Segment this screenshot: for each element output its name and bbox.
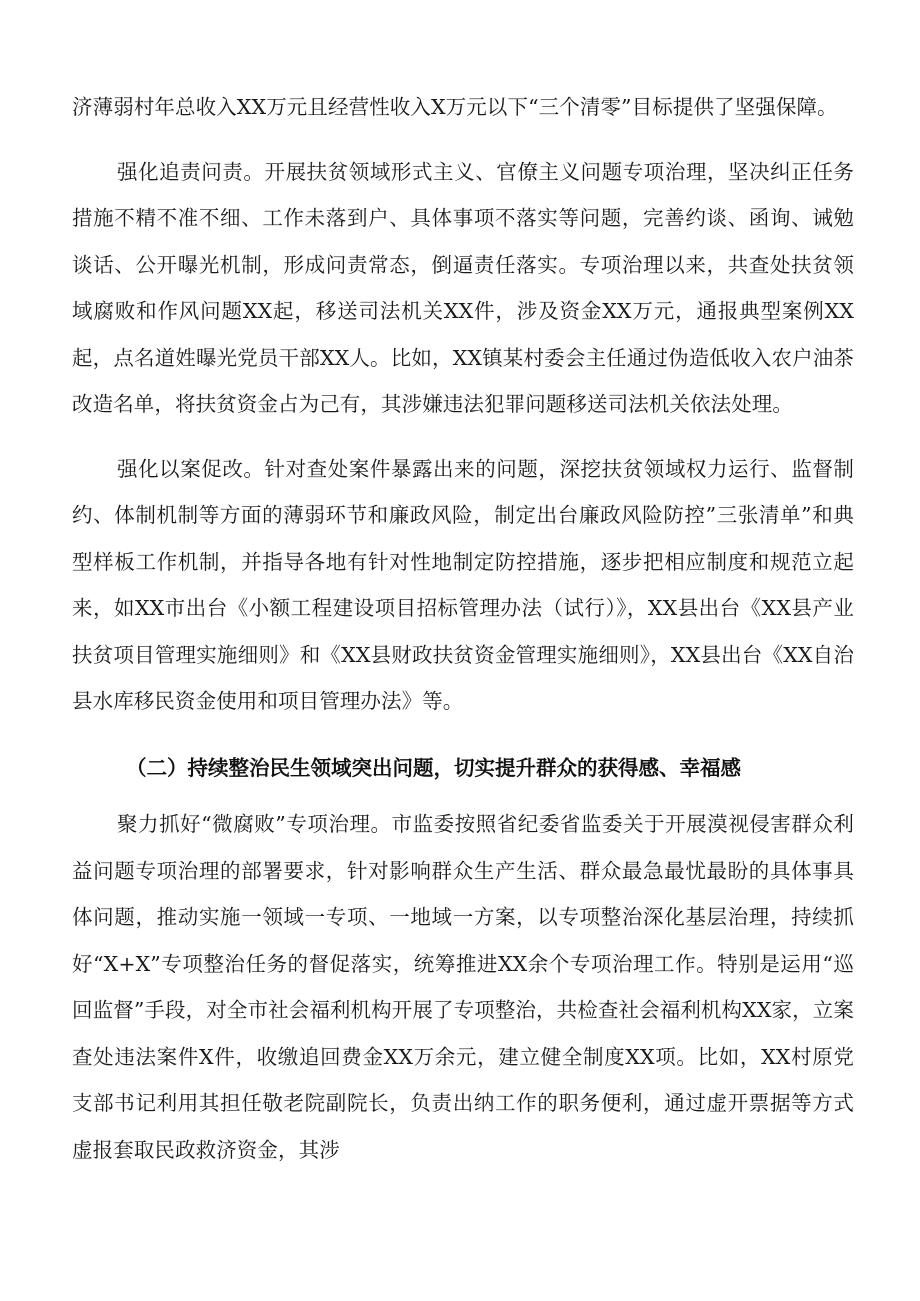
document-page [72,84,854,1173]
paragraph-case-reform: 强化以案促改。针对查处案件暴露出来的问题，深挖扶贫领域权力运行、监督制约、体制机制等方面的薄弱环节和廉政风险，制定出台廉政风险防控”三张清单”和典型样板工作机制，并指导各地有针对性地制定防控措施，逐步把相应制度和规范立起来，如XX市出台《小额工程建设项目招标管理办法（试行）》，XX县出台《XX县产业扶贫项目管理实施细则》和《XX县财政扶贫资金管理实施细则》，XX县出台《XX自治县水库移民资金使用和项目管理办法》等。 [72,456,854,713]
paragraph-micro-corruption: 聚力抓好“微腐败”专项治理。市监委按照省纪委省监委关于开展漠视侵害群众利益问题专项治理的部署要求，针对影响群众生产生活、群众最急最忧最盼的具体事具体问题，推动实施一领域一专项、一地域一方案，以专项整治深化基层治理，持续抓好“X+X”专项整治任务的督促落实，统筹推进XX余个专项治理工作。特别是运用“巡回监督”手段，对全市社会福利机构开展了专项整治，共检查社会福利机构XX家，立案查处违法案件X件，收缴追回费金XX万余元，建立健全制度XX项。比如，XX村原党支部书记利用其担任敬老院副院长，负责出纳工作的职务便利，通过虚开票据等方式虚报套取民政救济资金，其涉 [72,812,854,1162]
paragraph-continuation: 济薄弱村年总收入XX万元且经营性收入X万元以下“三个清零”目标提供了坚强保障。 [72,95,838,119]
section-heading: （二）持续整治民生领域突出问题，切实提升群众的获得感、幸福感 [126,755,741,780]
paragraph-accountability: 强化追责问责。开展扶贫领域形式主义、官僚主义问题专项治理，坚决纠正任务措施不精不准不细、工作未落到户、具体事项不落实等问题，完善约谈、函询、诫勉谈话、公开曝光机制，形成问责常态，倒逼责任落实。专项治理以来，共查处扶贫领域腐败和作风问题XX起，移送司法机关XX件，涉及资金XX万元，通报典型案例XX起，点名道姓曝光党员干部XX人。比如，XX镇某村委会主任通过伪造低收入农户油茶改造名单，将扶贫资金占为己有，其涉嫌违法犯罪问题移送司法机关依法处理。 [72,159,854,416]
